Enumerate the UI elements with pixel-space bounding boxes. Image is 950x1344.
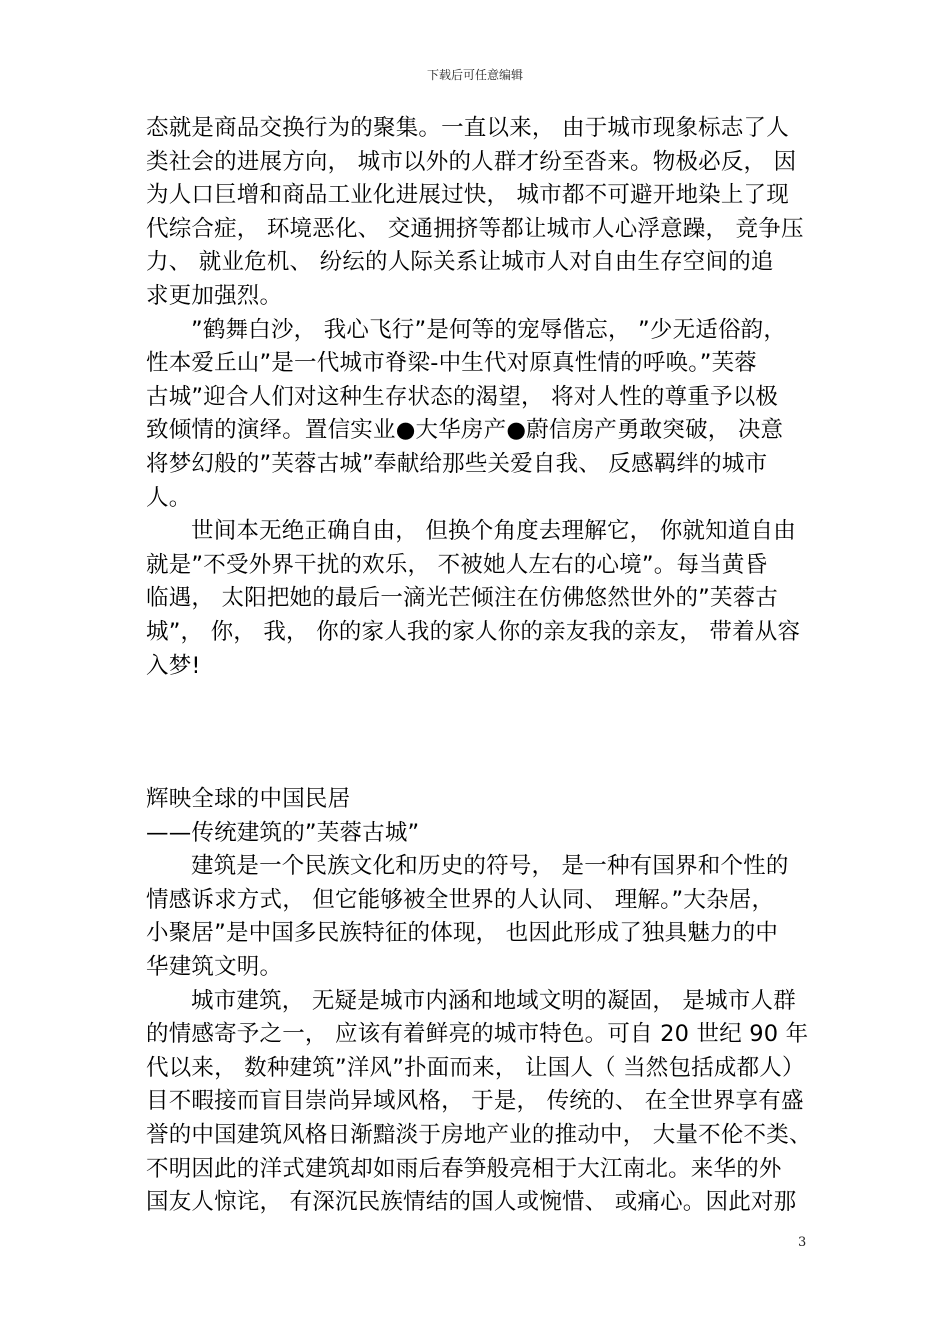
text-line: 建筑是一个民族文化和历史的符号， 是一种有国界和个性的 xyxy=(191,853,789,880)
text-line: 情感诉求方式， 但它能够被全世界的人认同、 理解。”大杂居， xyxy=(146,886,775,913)
text-line: 古城”迎合人们对这种生存状态的渴望， 将对人性的尊重予以极 xyxy=(146,383,779,410)
text-line: 性本爱丘山”是一代城市脊梁-中生代对原真性情的呼唤。”芙蓉 xyxy=(146,350,757,377)
paragraph-crane-dance xyxy=(146,314,810,516)
text-line: 小聚居”是中国多民族特征的体现， 也因此形成了独具魅力的中 xyxy=(146,920,779,947)
text-line: 国友人惊诧， 有深沉民族情结的国人或惋惜、 或痛心。因此对那 xyxy=(146,1189,797,1216)
text-line: 城市建筑， 无疑是城市内涵和地域文明的凝固， 是城市人群 xyxy=(191,987,796,1014)
text-line: 入梦! xyxy=(146,652,201,679)
text-line: 华建筑文明。 xyxy=(146,954,283,981)
text-line: 临遇， 太阳把她的最后一滴光芒倾注在仿佛悠然世外的”芙蓉古 xyxy=(146,585,779,612)
section-gap xyxy=(146,683,810,783)
text-line: 城”， 你， 我， 你的家人我的家人你的亲友我的亲友， 带着从容 xyxy=(146,618,801,645)
text-line: 态就是商品交换行为的聚集。一直以来， 由于城市现象标志了人 xyxy=(146,115,789,141)
paragraph-freedom xyxy=(146,515,810,683)
text-line: 致倾情的演绎。置信实业●大华房产●蔚信房产勇敢突破， 决意 xyxy=(146,417,784,444)
document-body xyxy=(146,112,810,1220)
page-number: 3 xyxy=(798,1235,807,1250)
text-line: 力、 就业危机、 纷纭的人际关系让城市人对自由生存空间的追 xyxy=(146,249,774,276)
article-subtitle: ——传统建筑的”芙蓉古城” xyxy=(146,819,420,846)
text-line: 代以来， 数种建筑”洋风”扑面而来， 让国人（ 当然包括成都人） xyxy=(146,1054,805,1081)
text-line: 就是”不受外界干扰的欢乐， 不被她人左右的心境”。每当黄昏 xyxy=(146,551,768,578)
text-line: 为人口巨增和商品工业化进展过快， 城市都不可避开地染上了现 xyxy=(146,182,789,209)
paragraph-continued xyxy=(146,112,810,314)
text-line: 人。 xyxy=(146,484,192,511)
text-line: 的情感寄予之一， 应该有着鲜亮的城市特色。可自 20 世纪 90 年 xyxy=(146,1021,809,1048)
text-line: 求更加强烈。 xyxy=(146,282,283,309)
text-line: ”鹤舞白沙， 我心飞行”是何等的宠辱偕忘， ”少无适俗韵， xyxy=(191,316,787,343)
text-line: 誉的中国建筑风格日渐黯淡于房地产业的推动中， 大量不伦不类、 xyxy=(146,1122,812,1149)
paragraph-city-architecture xyxy=(146,985,810,1220)
text-line: 代综合症， 环境恶化、 交通拥挤等都让城市人心浮意躁， 竞争压 xyxy=(146,215,804,242)
text-line: 不明因此的洋式建筑却如雨后春笋般亮相于大江南北。来华的外 xyxy=(146,1155,782,1182)
text-line: 类社会的进展方向， 城市以外的人群才纷至沓来。物极必反， 因 xyxy=(146,148,797,175)
text-line: 目不暇接而盲目崇尚异域风格， 于是， 传统的、 在全世界享有盛 xyxy=(146,1088,804,1115)
paragraph-architecture-symbol xyxy=(146,850,810,984)
text-line: 世间本无绝正确自由， 但换个角度去理解它， 你就知道自由 xyxy=(191,518,796,545)
text-line: 将梦幻般的”芙蓉古城”奉献给那些关爱自我、 反感羁绊的城市 xyxy=(146,450,768,477)
page-header: 下载后可任意编辑 xyxy=(426,68,523,82)
article-title: 辉映全球的中国民居 xyxy=(146,786,351,813)
